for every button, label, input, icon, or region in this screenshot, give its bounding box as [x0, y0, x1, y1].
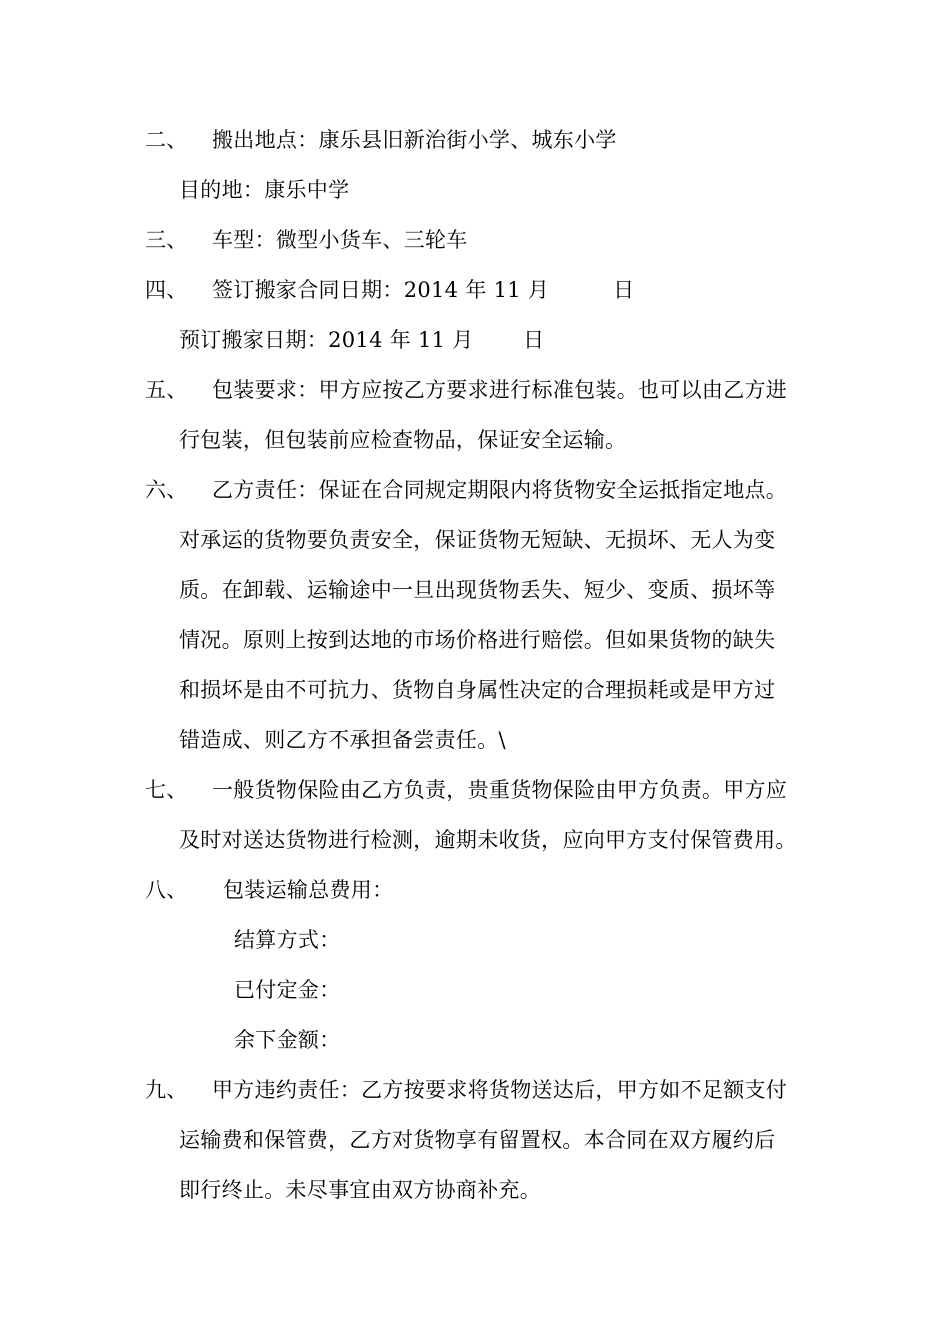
clause-number: 四、 [145, 278, 188, 302]
payment-method-label: 结算方式： [234, 928, 341, 952]
clause-text: 搬出地点：康乐县旧新治街小学、城东小学 [212, 128, 617, 152]
clause-text: 错造成、则乙方不承担备尝责任。\ [179, 728, 506, 752]
clause-number: 二、 [145, 128, 188, 152]
clause-number: 六、 [145, 478, 188, 502]
clause-text: 运输费和保管费，乙方对货物享有留置权。本合同在双方履约后 [179, 1128, 776, 1152]
clause-text: 甲方违约责任：乙方按要求将货物送达后，甲方如不足额支付 [212, 1078, 788, 1102]
clause-number: 三、 [145, 228, 188, 252]
clause-text: 及时对送达货物进行检测，逾期未收货，应向甲方支付保管费用。 [179, 828, 797, 852]
clause-text: 乙方责任：保证在合同规定期限内将货物安全运抵指定地点。 [212, 478, 788, 502]
clause-number: 九、 [145, 1078, 188, 1102]
clause-number: 八、 [145, 878, 188, 902]
clause-text: 行包装，但包装前应检查物品，保证安全运输。 [179, 428, 627, 452]
clause-text: 即行终止。未尽事宜由双方协商补充。 [179, 1178, 542, 1202]
clause-text: 对承运的货物要负责安全，保证货物无短缺、无损坏、无人为变 [179, 528, 776, 552]
deposit-paid-label: 已付定金： [234, 978, 341, 1002]
remaining-amount-label: 余下金额： [234, 1028, 341, 1052]
clause-text: 预订搬家日期：2014 年 11 月 日 [179, 328, 545, 352]
clause-text: 包装要求：甲方应按乙方要求进行标准包装。也可以由乙方进 [212, 378, 788, 402]
clause-number: 五、 [145, 378, 188, 402]
clause-text: 车型：微型小货车、三轮车 [212, 228, 468, 252]
clause-text: 和损坏是由不可抗力、货物自身属性决定的合理损耗或是甲方过 [179, 678, 776, 702]
clause-text: 签订搬家合同日期：2014 年 11 月 日 [212, 278, 635, 302]
clause-number: 七、 [145, 778, 188, 802]
clause-text: 一般货物保险由乙方负责，贵重货物保险由甲方负责。甲方应 [212, 778, 788, 802]
clause-text: 质。在卸载、运输途中一旦出现货物丢失、短少、变质、损坏等 [179, 578, 776, 602]
clause-text: 情况。原则上按到达地的市场价格进行赔偿。但如果货物的缺失 [179, 628, 776, 652]
clause-text: 目的地：康乐中学 [179, 178, 350, 202]
clause-text: 包装运输总费用： [223, 878, 394, 902]
